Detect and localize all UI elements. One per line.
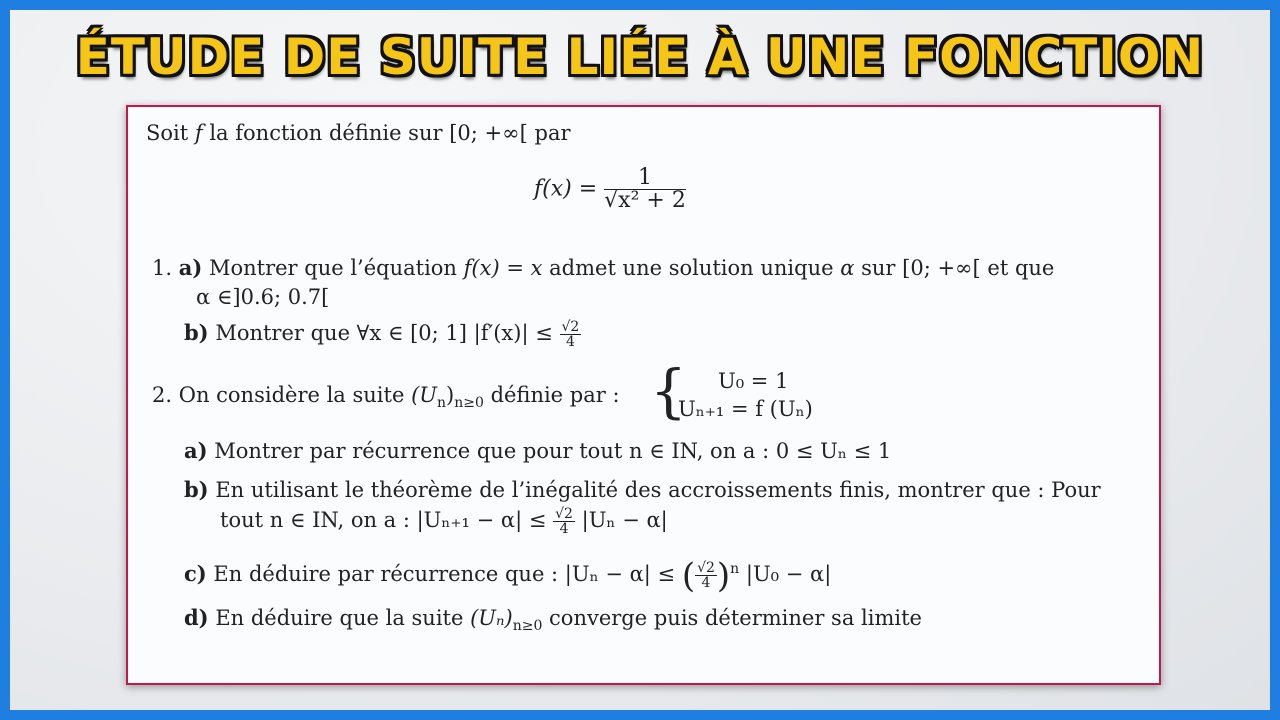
system-line-2: Uₙ₊₁ = f (Uₙ) [678,397,813,421]
q1-b-line [184,320,581,349]
q2-c-frac-den: 4 [701,575,711,591]
intro-text-1: Soit [146,121,189,145]
q1-a-alpha: α [840,256,855,280]
definition-denominator: √x² + 2 [604,188,686,213]
q2-c-text-2: |U₀ − α| [745,562,832,586]
q1-b-frac-den: 4 [565,334,575,350]
q2-intro-text-2: définie par : [490,383,620,407]
q2-seq-sub: n [436,395,447,411]
q2-c-label: c) [184,561,207,586]
close-paren: ) [716,556,731,596]
q2-a-line [184,440,891,462]
q1-b-text: Montrer que ∀x ∈ [0; 1] |f′(x)| ≤ [215,321,553,345]
q1-b-frac-num: √2 [561,319,580,335]
q2-d-text-2: converge puis déterminer sa limite [549,606,922,630]
q2-b-line2 [220,507,668,536]
q2-a-text: Montrer par récurrence que pour tout n ∈ IN, on a : 0 ≤ Uₙ ≤ 1 [214,439,892,463]
intro-line [146,123,571,144]
system-brace: { [650,357,687,425]
definition-formula [534,167,686,212]
definition-numerator: 1 [604,167,686,190]
q2-intro-line [152,383,620,411]
q2-seq: (U [411,383,437,407]
q2-d-label: d) [184,605,209,630]
intro-text-2: la fonction définie sur [209,121,443,145]
q1-a-text-1: Montrer que l’équation [208,256,457,280]
q2-c-frac-num: √2 [697,560,715,576]
open-paren: ( [681,556,696,596]
q2-number: 2. [152,383,173,407]
intro-domain: [0; +∞[ [449,121,528,145]
q1-a-label: a) [178,255,203,280]
q2-d-text-1: En déduire que la suite [215,606,464,630]
q1-b-label: b) [184,320,209,345]
q2-c-fraction [695,561,717,590]
intro-text-3: par [534,121,571,145]
q1-a-text-4: et que [987,256,1055,280]
q1-b-fraction [560,320,582,349]
q2-seq-cond: n≥0 [454,395,484,411]
q2-d-seq-cond: n≥0 [512,618,543,634]
q2-intro-text-1: On considère la suite [178,383,405,407]
q2-b-frac-den: 4 [559,521,569,537]
definition-lhs: f(x) = [534,176,598,202]
q2-b-label: b) [184,477,209,502]
q2-b-text-2: tout n ∈ IN, on a : |Uₙ₊₁ − α| ≤ [220,508,547,532]
q1-a-equation: f(x) = x [463,256,543,280]
q2-d-line [184,605,922,634]
q2-b-text-3: |Uₙ − α| [581,508,668,532]
q1-a-text-2: admet une solution unique [549,256,834,280]
q1-a-text-3: sur [861,256,896,280]
q2-c-line [184,556,832,596]
q1-a-line1 [152,257,1054,279]
q1-a-line2: α ∈]0.6; 0.7[ [196,285,330,309]
q1-a-domain: [0; +∞[ [902,256,981,280]
definition-fraction [604,167,686,212]
q2-b-line1 [184,479,1101,501]
q2-d-seq: (Uₙ) [470,606,513,630]
q2-c-text-1: En déduire par récurrence que : |Uₙ − α| ≤ [213,562,676,586]
q2-seq-close: ) [446,383,455,407]
exercise-card [126,105,1161,685]
q2-a-label: a) [184,438,208,463]
function-symbol: f [194,121,203,145]
q2-b-text-1: En utilisant le théorème de l’inégalité des accroissements finis, montrer que : Pour [215,478,1101,502]
system-line-1: U₀ = 1 [718,369,789,393]
q2-c-exponent: n [730,561,740,577]
q1-number: 1. [152,256,173,280]
q2-b-frac-num: √2 [555,506,573,522]
q2-b-fraction [553,507,575,536]
page-title: ÉTUDE DE SUITE LIÉE À UNE FONCTION [75,28,1205,86]
